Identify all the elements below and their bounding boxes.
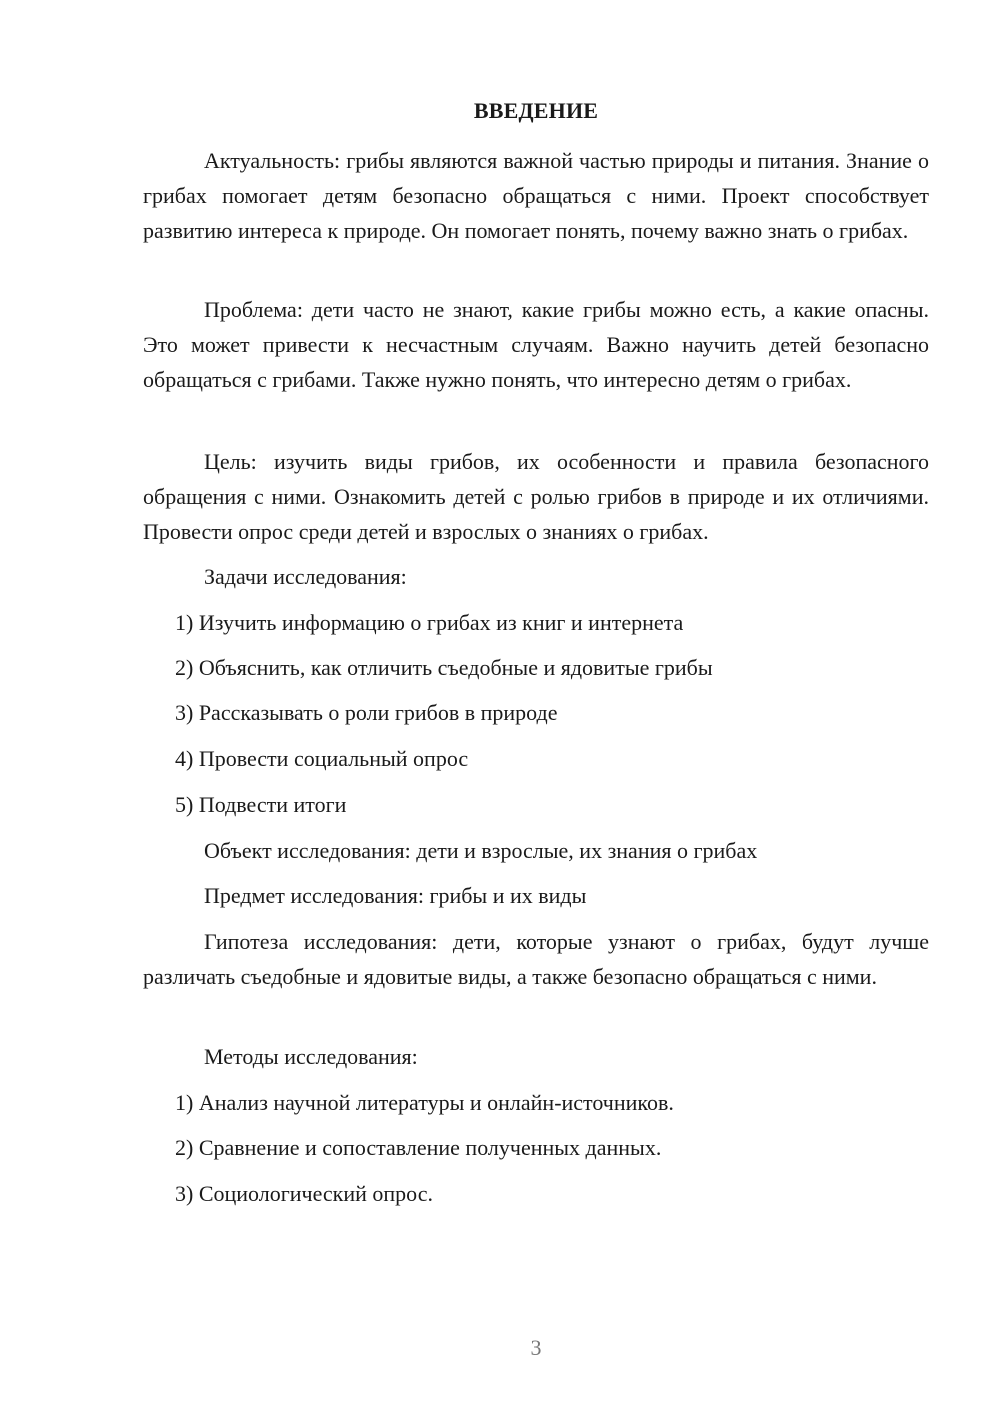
methods-heading: Методы исследования: xyxy=(204,1044,418,1069)
tasks-heading: Задачи исследования: xyxy=(204,564,407,589)
task-item: 2) Объяснить, как отличить съедобные и ядовитые грибы xyxy=(175,655,713,680)
hypothesis-paragraph: Гипотеза исследования: дети, которые узнают о грибах, будут лучше различать съедобные и ядовитые виды, а также безопасно обращаться с ними. xyxy=(143,929,929,989)
research-subject: Предмет исследования: грибы и их виды xyxy=(204,883,587,908)
method-item: 3) Социологический опрос. xyxy=(175,1181,433,1206)
method-item: 2) Сравнение и сопоставление полученных данных. xyxy=(175,1135,662,1160)
problem-paragraph: Проблема: дети часто не знают, какие грибы можно есть, а какие опасны. Это может привести к несчастным случаям. Важно научить детей безопасно обращаться с грибами. Также нужно понять, что интересно детям о грибах. xyxy=(143,297,929,392)
task-item: 3) Рассказывать о роли грибов в природе xyxy=(175,700,558,725)
task-item: 4) Провести социальный опрос xyxy=(175,746,469,771)
task-item: 5) Подвести итоги xyxy=(175,792,347,817)
section-title: ВВЕДЕНИЕ xyxy=(473,98,599,123)
research-object: Объект исследования: дети и взрослые, их знания о грибах xyxy=(204,838,758,863)
goal-paragraph: Цель: изучить виды грибов, их особенности и правила безопасного обращения с ними. Ознакомить детей с ролью грибов в природе и их отличиями. Провести опрос среди детей и взрослых о знаниях о грибах. xyxy=(143,449,929,544)
method-item: 1) Анализ научной литературы и онлайн-источников. xyxy=(175,1090,674,1115)
relevance-paragraph: Актуальность: грибы являются важной частью природы и питания. Знание о грибах помогает детям безопасно обращаться с ними. Проект способствует развитию интереса к природе. Он помогает понять, почему важно знать о грибах. xyxy=(143,148,929,243)
page-number: 3 xyxy=(530,1335,542,1360)
task-item: 1) Изучить информацию о грибах из книг и интернета xyxy=(175,610,684,635)
